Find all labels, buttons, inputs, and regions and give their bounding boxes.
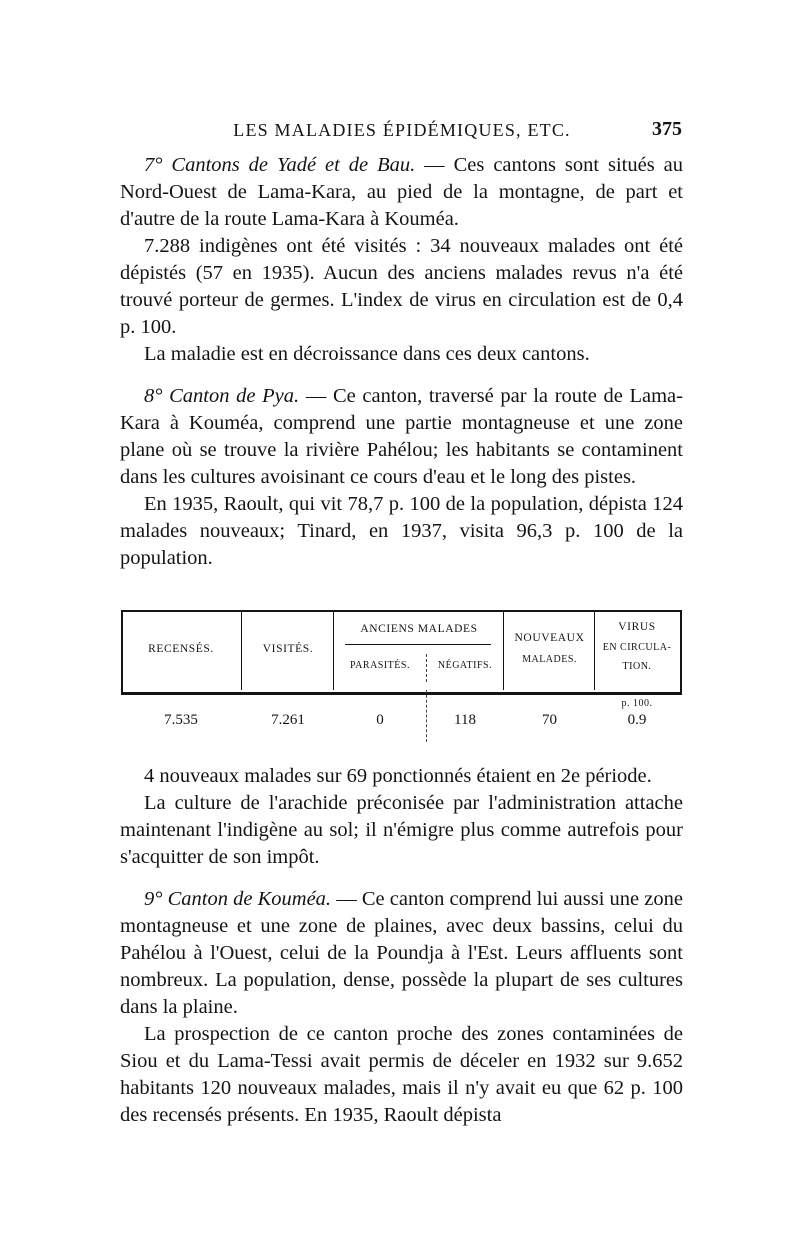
column-divider: [503, 610, 504, 690]
unit-label: p. 100.: [621, 698, 653, 709]
header-nouveaux: NOUVEAUX: [514, 632, 585, 644]
header-malades: MALADES.: [522, 654, 577, 665]
header-parasites: PARASITÉS.: [350, 660, 410, 671]
cell-recenses: 7.535: [164, 712, 198, 728]
paragraph: La culture de l'arachide préconisée par l'administration attache maintenant l'indigène au sol; il n'émigre plus comme autrefois pour s'acquitter de son impôt.: [120, 792, 683, 868]
paragraph: 7.288 indigènes ont été visités : 34 nouveaux malades ont été dépistés (57 en 1935). Aucun des anciens malades revus n'a été trouvé porteur de germes. L'index de virus en circulation est de 0,4 p. 100.: [120, 235, 683, 338]
cell-parasites: 0: [376, 712, 384, 728]
body-text-upper: [120, 152, 683, 572]
cell-visites: 7.261: [271, 712, 305, 728]
paragraph-text: — Ces cantons sont situés au Nord-Ouest de Lama-Kara, au pied de la montagne, de part et d'autre de la route Lama-Kara à Kouméa.: [120, 154, 683, 230]
paragraph: En 1935, Raoult, qui vit 78,7 p. 100 de la population, dépista 124 malades nouveaux; Tinard, en 1937, visita 96,3 p. 100 de la population.: [120, 493, 683, 569]
header-visites: VISITÉS.: [262, 643, 314, 655]
column-divider: [594, 610, 595, 690]
header-negatifs: NÉGATIFS.: [437, 660, 493, 671]
column-divider: [333, 610, 334, 690]
paragraph: [120, 383, 683, 491]
header-en-circulation: EN CIRCULA-: [602, 642, 672, 653]
cell-nouveaux: 70: [542, 712, 557, 728]
header-virus: VIRUS: [618, 621, 656, 633]
paragraph-text: — Ce canton, traversé par la route de Lama-Kara à Kouméa, comprend une partie montagneuse et une zone plane où se trouve la rivière Pahélou; les habitants se contaminent dans les cultures avoisinant ce cours d'eau et le long des pistes.: [120, 385, 683, 488]
running-title: LES MALADIES ÉPIDÉMIQUES, ETC.: [233, 120, 571, 140]
section-heading: 7° Cantons de Yadé et de Bau.: [144, 154, 416, 176]
statistics-table: [121, 610, 682, 740]
page-number: 375: [652, 118, 682, 140]
paragraph-text: — Ce canton comprend lui aussi une zone montagneuse et une zone de plaines, avec deux bassins, celui du Pahélou à l'Ouest, celui de la Poundja à l'Est. Leurs affluents sont nombreux. La population, dense, possède la plupart de ses cultures dans la plaine.: [120, 888, 683, 1018]
header-tion: TION.: [622, 661, 652, 672]
header-recenses: RECENSÉS.: [148, 643, 214, 655]
rule: [513, 694, 583, 695]
paragraph: La maladie est en décroissance dans ces deux cantons.: [144, 343, 590, 365]
section-heading: 8° Canton de Pya.: [144, 385, 300, 407]
rule: [345, 694, 411, 695]
cell-virus: 0.9: [627, 712, 647, 728]
rule: [437, 694, 497, 695]
rule: [605, 694, 671, 695]
paragraph: 4 nouveaux malades sur 69 ponctionnés étaient en 2e période.: [144, 765, 652, 787]
paragraph: [120, 886, 683, 1021]
paragraph: La prospection de ce canton proche des zones contaminées de Siou et du Lama-Tessi avait permis de déceler en 1932 sur 9.652 habitants 120 nouveaux malades, mais il n'y avait eu que 62 p. 100 des recensés présents. En 1935, Raoult dépista: [120, 1023, 683, 1126]
rule: [127, 694, 227, 695]
header-anciens-malades: ANCIENS MALADES: [360, 623, 478, 635]
group-underline: [345, 644, 491, 645]
body-text-lower: [120, 763, 683, 1129]
section-heading: 9° Canton de Kouméa.: [144, 888, 332, 910]
rule: [251, 694, 325, 695]
column-divider: [241, 610, 242, 690]
paragraph: [120, 152, 683, 233]
cell-negatifs: 118: [454, 712, 476, 728]
running-head: [122, 116, 682, 146]
